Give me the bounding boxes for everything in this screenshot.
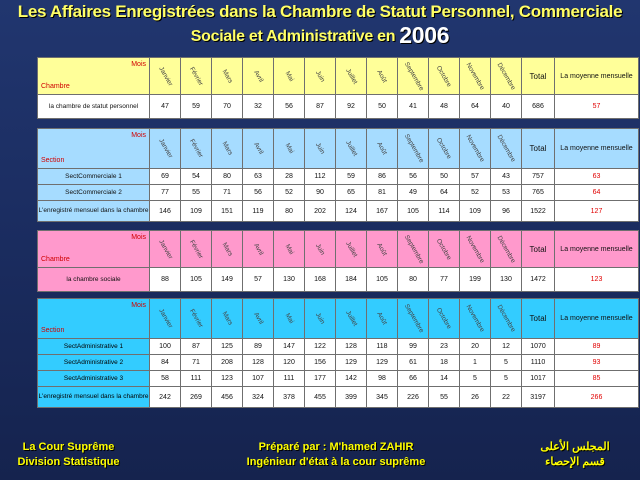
value-cell: 86 [367, 169, 398, 185]
month-header [429, 231, 460, 268]
value-cell: 128 [336, 339, 367, 355]
value-cell: 5 [491, 371, 522, 387]
month-label: Novembre [464, 133, 486, 164]
value-cell: 52 [274, 185, 305, 201]
footer-court-name: La Cour Suprême [22, 441, 115, 453]
value-cell: 111 [274, 371, 305, 387]
month-label: Juillet [343, 240, 359, 258]
row-header-label: Section [41, 327, 65, 334]
month-label: Décembre [495, 234, 517, 264]
value-cell: 59 [181, 95, 212, 119]
month-label: Septembre [402, 302, 425, 335]
average-header: La moyenne mensuelle [555, 299, 639, 339]
value-cell: 14 [429, 371, 460, 387]
total-cell: 1472 [522, 268, 555, 292]
month-header [274, 231, 305, 268]
month-label: Mai [283, 142, 295, 155]
total-cell: 1070 [522, 339, 555, 355]
value-cell: 242 [150, 387, 181, 408]
month-label: Juin [313, 311, 327, 326]
month-header [212, 231, 243, 268]
value-cell: 99 [398, 339, 429, 355]
average-cell: 266 [555, 387, 639, 408]
value-cell: 84 [150, 355, 181, 371]
month-label: Mars [220, 67, 234, 85]
value-cell: 123 [212, 371, 243, 387]
total-cell: 765 [522, 185, 555, 201]
month-header [367, 231, 398, 268]
value-cell: 53 [491, 185, 522, 201]
value-cell: 89 [243, 339, 274, 355]
value-cell: 26 [460, 387, 491, 408]
month-label: Octobre [435, 237, 453, 261]
value-cell: 109 [181, 201, 212, 222]
month-label: Mai [283, 69, 295, 83]
month-label: Janvier [156, 137, 174, 160]
value-cell: 87 [305, 95, 336, 119]
table-row [38, 371, 639, 387]
month-header [305, 58, 336, 95]
month-header [336, 231, 367, 268]
value-cell: 71 [181, 355, 212, 371]
month-label: Mars [220, 240, 234, 258]
table-row [38, 169, 639, 185]
month-label: Décembre [495, 133, 517, 164]
total-cell: 1522 [522, 201, 555, 222]
value-cell: 456 [212, 387, 243, 408]
value-cell: 57 [460, 169, 491, 185]
month-label: Mars [220, 310, 234, 327]
value-cell: 105 [398, 201, 429, 222]
month-header [305, 129, 336, 169]
value-cell: 399 [336, 387, 367, 408]
value-cell: 120 [274, 355, 305, 371]
value-cell: 63 [243, 169, 274, 185]
row-label: SectAdministrative 2 [38, 355, 150, 371]
month-label: Septembre [402, 60, 425, 92]
value-cell: 47 [150, 95, 181, 119]
row-label: SectAdministrative 3 [38, 371, 150, 387]
month-header [491, 58, 522, 95]
average-header: La moyenne mensuelle [555, 58, 639, 95]
page-title-year: 2006 [399, 22, 450, 48]
total-cell: 686 [522, 95, 555, 119]
total-header: Total [522, 58, 555, 95]
value-cell: 100 [150, 339, 181, 355]
value-cell: 184 [336, 268, 367, 292]
value-cell: 151 [212, 201, 243, 222]
value-cell: 80 [212, 169, 243, 185]
month-header [336, 58, 367, 95]
month-label: Août [375, 241, 389, 257]
month-label: Mai [283, 242, 295, 256]
corner-cell [38, 58, 150, 95]
value-cell: 69 [150, 169, 181, 185]
month-header [150, 129, 181, 169]
table-statut-personnel [37, 57, 639, 119]
month-header [150, 299, 181, 339]
value-cell: 177 [305, 371, 336, 387]
month-label: Août [375, 310, 389, 327]
month-label: Octobre [435, 64, 453, 88]
month-header [367, 129, 398, 169]
value-cell: 111 [181, 371, 212, 387]
total-cell: 1017 [522, 371, 555, 387]
month-header [181, 299, 212, 339]
table-row [38, 355, 639, 371]
month-header [491, 231, 522, 268]
value-cell: 124 [336, 201, 367, 222]
month-header [460, 129, 491, 169]
value-cell: 96 [491, 201, 522, 222]
average-cell: 127 [555, 201, 639, 222]
month-header [212, 299, 243, 339]
value-cell: 50 [429, 169, 460, 185]
value-cell: 142 [336, 371, 367, 387]
value-cell: 5 [460, 371, 491, 387]
month-header [398, 231, 429, 268]
mois-label: Mois [131, 234, 146, 241]
average-cell: 123 [555, 268, 639, 292]
value-cell: 41 [398, 95, 429, 119]
average-cell: 85 [555, 371, 639, 387]
month-label: Janvier [156, 307, 174, 330]
month-header [243, 231, 274, 268]
month-label: Septembre [402, 233, 425, 265]
value-cell: 202 [305, 201, 336, 222]
value-cell: 32 [243, 95, 274, 119]
row-label: la chambre sociale [38, 268, 150, 292]
value-cell: 109 [460, 201, 491, 222]
value-cell: 125 [212, 339, 243, 355]
value-cell: 58 [150, 371, 181, 387]
value-cell: 65 [336, 185, 367, 201]
value-cell: 40 [491, 95, 522, 119]
month-label: Mars [220, 140, 234, 157]
month-header [460, 299, 491, 339]
footer-court-name-arabic: المجلس الأعلى [540, 441, 610, 453]
month-label: Décembre [495, 61, 517, 91]
mois-label: Mois [131, 132, 146, 139]
table-row [38, 95, 639, 119]
value-cell: 345 [367, 387, 398, 408]
value-cell: 324 [243, 387, 274, 408]
value-cell: 66 [398, 371, 429, 387]
value-cell: 105 [181, 268, 212, 292]
row-label: SectCommerciale 1 [38, 169, 150, 185]
value-cell: 226 [398, 387, 429, 408]
footer-division-arabic: قسم الإحصاء [545, 456, 605, 468]
total-cell: 757 [522, 169, 555, 185]
page-title-line2 [0, 22, 640, 49]
corner-cell [38, 129, 150, 169]
row-label: L'enregistré mensuel dans la chambre [38, 387, 150, 408]
month-label: Juin [313, 69, 327, 83]
month-label: Avril [251, 141, 265, 156]
value-cell: 28 [274, 169, 305, 185]
value-cell: 56 [398, 169, 429, 185]
month-label: Avril [251, 68, 265, 84]
value-cell: 114 [429, 201, 460, 222]
month-label: Janvier [156, 65, 174, 87]
page-title-subtitle: Sociale et Administrative en [190, 28, 396, 45]
month-label: Octobre [435, 306, 453, 331]
month-header [274, 58, 305, 95]
month-header [398, 58, 429, 95]
corner-cell [38, 299, 150, 339]
value-cell: 269 [181, 387, 212, 408]
header-row [38, 129, 639, 169]
table-row [38, 387, 639, 408]
value-cell: 149 [212, 268, 243, 292]
value-cell: 71 [212, 185, 243, 201]
total-cell: 3197 [522, 387, 555, 408]
footer-author-title: Ingénieur d'état à la cour suprême [246, 456, 426, 468]
value-cell: 107 [243, 371, 274, 387]
month-label: Février [187, 238, 205, 260]
month-header [274, 299, 305, 339]
month-header [243, 299, 274, 339]
month-header [150, 58, 181, 95]
month-header [243, 58, 274, 95]
month-header [336, 299, 367, 339]
footer-division: Division Statistique [17, 456, 120, 468]
average-cell: 57 [555, 95, 639, 119]
row-label: L'enregistré mensuel dans la chambre [38, 201, 150, 222]
value-cell: 128 [243, 355, 274, 371]
value-cell: 57 [243, 268, 274, 292]
month-label: Mai [283, 312, 295, 325]
month-header [212, 129, 243, 169]
footer-prepared-by: Préparé par : M'hamed ZAHIR [258, 441, 414, 453]
month-header [491, 129, 522, 169]
month-label: Août [375, 68, 389, 84]
value-cell: 55 [429, 387, 460, 408]
value-cell: 22 [491, 387, 522, 408]
value-cell: 20 [460, 339, 491, 355]
value-cell: 88 [150, 268, 181, 292]
total-header: Total [522, 299, 555, 339]
month-header [305, 231, 336, 268]
mois-label: Mois [131, 61, 146, 68]
value-cell: 54 [181, 169, 212, 185]
row-header-label: Chambre [41, 83, 70, 90]
row-header-label: Section [41, 157, 65, 164]
value-cell: 56 [274, 95, 305, 119]
month-label: Novembre [464, 61, 486, 91]
value-cell: 118 [367, 339, 398, 355]
month-label: Février [187, 137, 205, 160]
header-row [38, 231, 639, 268]
value-cell: 156 [305, 355, 336, 371]
month-header [243, 129, 274, 169]
value-cell: 23 [429, 339, 460, 355]
month-header [491, 299, 522, 339]
month-header [336, 129, 367, 169]
value-cell: 77 [150, 185, 181, 201]
value-cell: 5 [491, 355, 522, 371]
table-row [38, 201, 639, 222]
value-cell: 56 [243, 185, 274, 201]
month-header [367, 299, 398, 339]
month-header [305, 299, 336, 339]
month-header [398, 129, 429, 169]
value-cell: 130 [491, 268, 522, 292]
month-label: Avril [251, 241, 265, 257]
month-label: Juillet [343, 67, 359, 85]
table-administrative [37, 298, 639, 408]
value-cell: 168 [305, 268, 336, 292]
average-header: La moyenne mensuelle [555, 231, 639, 268]
month-header [181, 231, 212, 268]
value-cell: 70 [212, 95, 243, 119]
value-cell: 49 [398, 185, 429, 201]
value-cell: 61 [398, 355, 429, 371]
month-header [181, 58, 212, 95]
table-sociale [37, 230, 639, 292]
value-cell: 129 [367, 355, 398, 371]
value-cell: 64 [429, 185, 460, 201]
value-cell: 48 [429, 95, 460, 119]
value-cell: 98 [367, 371, 398, 387]
month-label: Juillet [343, 309, 359, 328]
value-cell: 119 [243, 201, 274, 222]
footer-right [520, 440, 630, 470]
month-label: Juin [313, 242, 327, 256]
value-cell: 59 [336, 169, 367, 185]
value-cell: 208 [212, 355, 243, 371]
value-cell: 80 [274, 201, 305, 222]
value-cell: 129 [336, 355, 367, 371]
average-header: La moyenne mensuelle [555, 129, 639, 169]
month-header [367, 58, 398, 95]
mois-label: Mois [131, 302, 146, 309]
value-cell: 55 [181, 185, 212, 201]
footer-left [6, 440, 131, 470]
value-cell: 50 [367, 95, 398, 119]
month-label: Avril [251, 311, 265, 326]
row-label: SectAdministrative 1 [38, 339, 150, 355]
table-row [38, 339, 639, 355]
value-cell: 52 [460, 185, 491, 201]
month-label: Février [187, 307, 205, 330]
row-header-label: Chambre [41, 256, 70, 263]
value-cell: 87 [181, 339, 212, 355]
average-cell: 64 [555, 185, 639, 201]
value-cell: 81 [367, 185, 398, 201]
header-row [38, 58, 639, 95]
month-label: Juillet [343, 139, 359, 158]
value-cell: 1 [460, 355, 491, 371]
average-cell: 93 [555, 355, 639, 371]
value-cell: 167 [367, 201, 398, 222]
value-cell: 130 [274, 268, 305, 292]
total-header: Total [522, 231, 555, 268]
month-label: Novembre [464, 234, 486, 264]
row-label: la chambre de statut personnel [38, 95, 150, 119]
value-cell: 146 [150, 201, 181, 222]
average-cell: 63 [555, 169, 639, 185]
value-cell: 80 [398, 268, 429, 292]
month-label: Octobre [435, 136, 453, 161]
month-header [429, 129, 460, 169]
value-cell: 43 [491, 169, 522, 185]
value-cell: 122 [305, 339, 336, 355]
value-cell: 90 [305, 185, 336, 201]
month-header [429, 299, 460, 339]
corner-cell [38, 231, 150, 268]
month-header [181, 129, 212, 169]
month-label: Novembre [464, 303, 486, 334]
month-header [460, 58, 491, 95]
value-cell: 147 [274, 339, 305, 355]
month-header [274, 129, 305, 169]
month-header [150, 231, 181, 268]
table-commerciale [37, 128, 639, 222]
total-header: Total [522, 129, 555, 169]
value-cell: 12 [491, 339, 522, 355]
month-header [212, 58, 243, 95]
value-cell: 18 [429, 355, 460, 371]
month-label: Janvier [156, 238, 174, 260]
month-label: Juin [313, 141, 327, 156]
table-row [38, 185, 639, 201]
value-cell: 77 [429, 268, 460, 292]
month-label: Septembre [402, 132, 425, 165]
value-cell: 378 [274, 387, 305, 408]
month-label: Août [375, 140, 389, 157]
header-row [38, 299, 639, 339]
value-cell: 455 [305, 387, 336, 408]
value-cell: 112 [305, 169, 336, 185]
value-cell: 105 [367, 268, 398, 292]
month-label: Février [187, 65, 205, 87]
page-title-line1: Les Affaires Enregistrées dans la Chambre de Statut Personnel, Commerciale [17, 2, 623, 21]
row-label: SectCommerciale 2 [38, 185, 150, 201]
footer-center [220, 440, 452, 470]
value-cell: 199 [460, 268, 491, 292]
month-header [429, 58, 460, 95]
value-cell: 92 [336, 95, 367, 119]
month-header [460, 231, 491, 268]
table-row [38, 268, 639, 292]
total-cell: 1110 [522, 355, 555, 371]
average-cell: 89 [555, 339, 639, 355]
month-label: Décembre [495, 303, 517, 334]
month-header [398, 299, 429, 339]
value-cell: 64 [460, 95, 491, 119]
